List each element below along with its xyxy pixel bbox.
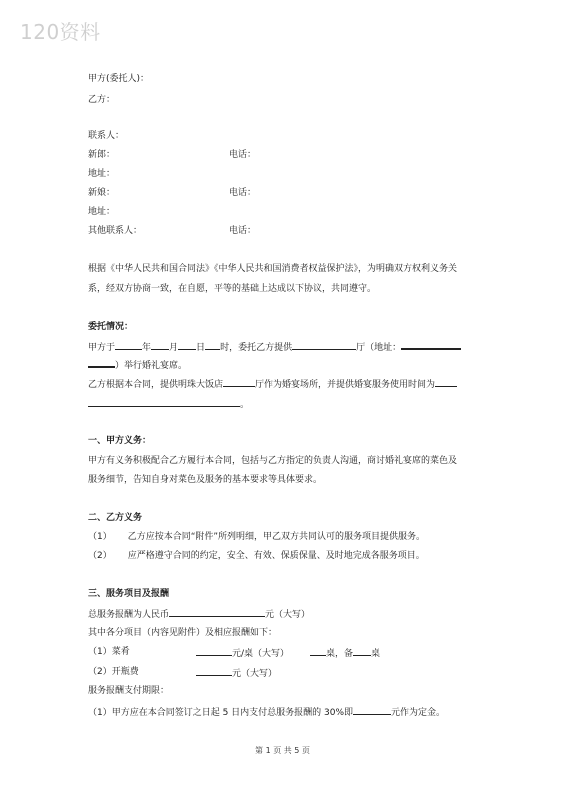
day-label: 日 — [196, 343, 206, 353]
dish-table-label-2: 桌 — [371, 649, 381, 659]
total-fee-blank[interactable] — [169, 607, 265, 617]
hall-blank[interactable] — [292, 340, 356, 350]
hall-address-label: 厅（地址： — [356, 343, 402, 353]
table-count-blank[interactable] — [310, 646, 326, 656]
deposit-blank[interactable] — [353, 705, 391, 715]
section-1-line-1: 甲方有义务积极配合乙方履行本合同，包括与乙方指定的负责人沟通，商讨婚礼宴席的菜色及 — [88, 456, 458, 466]
payment-item-1-end: 元作为定金。 — [391, 708, 446, 718]
payment-item-1 — [88, 705, 445, 719]
address-label-2: 地址： — [88, 207, 116, 217]
dish-price-blank[interactable] — [196, 646, 232, 656]
entrust-period: 。 — [240, 400, 250, 410]
entrust-provide: 时，委托乙方提供 — [220, 343, 293, 353]
entrust-venue-a: 乙方根据本合同，提供明珠大饭店 — [88, 380, 224, 390]
entrust-line-1 — [88, 339, 461, 354]
wine-price-blank[interactable] — [196, 666, 232, 676]
dish-unit: 元/桌（大写） — [232, 649, 290, 659]
item-2-text: 应严格遵守合同的约定，安全、有效、保质保量、及时地完成各服务项目。 — [127, 551, 425, 561]
section-1-line-2: 服务细节，告知自身对菜色及服务的基本要求等具体要求。 — [88, 475, 323, 485]
entrust-line-4 — [88, 397, 249, 411]
contacts-title: 联系人： — [88, 131, 125, 141]
preamble-line-2: 系，经双方协商一致，在自愿，平等的基础上达成以下协议，共同遵守。 — [88, 284, 377, 294]
watermark: 120资料 — [20, 20, 101, 44]
dish-table-label: 桌，备 — [326, 649, 354, 659]
section-1-title: 一、甲方义务： — [88, 436, 152, 446]
entrust-venue-b: 厅作为婚宴场所，并提供婚宴服务使用时间为 — [255, 380, 436, 390]
day-blank[interactable] — [178, 340, 196, 350]
payment-item-1-text: （1）甲方应在本合同签订之日起 5 日内支付总服务报酬的 30%即 — [88, 708, 354, 718]
preamble-line-1: 根据《中华人民共和国合同法》《中华人民共和国消费者权益保护法》，为明确双方权利义务关 — [88, 264, 458, 274]
entrust-party-a: 甲方于 — [88, 343, 116, 353]
section-2-item-2 — [88, 550, 425, 562]
section-2-title: 二、乙方义务 — [88, 513, 143, 523]
service-time-blank[interactable] — [435, 377, 457, 387]
year-blank[interactable] — [115, 340, 142, 350]
groom-label: 新郎： — [88, 150, 116, 160]
month-blank[interactable] — [151, 340, 169, 350]
groom-phone-label: 电话： — [229, 150, 257, 160]
party-a-label: 甲方(委托人)： — [88, 74, 150, 84]
party-b-label: 乙方： — [88, 95, 116, 105]
item-1-number: （1） — [88, 532, 112, 542]
total-fee-unit: 元（大写） — [265, 610, 311, 620]
service-time-blank-cont[interactable] — [88, 397, 240, 407]
year-label: 年 — [142, 343, 152, 353]
entrust-line-3 — [88, 377, 457, 391]
bride-label: 新娘： — [88, 188, 116, 198]
wine-label: （2）开瓶费 — [88, 667, 139, 677]
hour-blank[interactable] — [205, 340, 220, 350]
spare-table-blank[interactable] — [353, 646, 371, 656]
wine-line — [88, 666, 139, 678]
dish-line — [88, 646, 130, 658]
item-1-text: 乙方应按本合同“附件”所列明细，甲乙双方共同认可的服务项目提供服务。 — [127, 532, 426, 542]
items-intro: 其中各分项目（内容见附件）及相应报酬如下： — [88, 628, 278, 638]
address-blank[interactable] — [401, 339, 461, 350]
entrust-line-2 — [88, 357, 187, 372]
total-fee-label: 总服务报酬为人民币 — [88, 610, 170, 620]
address-label-1: 地址： — [88, 169, 116, 179]
page-footer: 第 1 页 共 5 页 — [255, 746, 310, 755]
entrust-title: 委托情况： — [88, 322, 134, 332]
venue-hall-blank[interactable] — [223, 377, 255, 387]
section-2-item-1 — [88, 531, 425, 543]
other-contact-label: 其他联系人： — [88, 226, 143, 236]
payment-title: 服务报酬支付期限： — [88, 686, 170, 696]
entrust-banquet: ）举行婚礼宴席。 — [115, 361, 188, 371]
bride-phone-label: 电话： — [229, 188, 257, 198]
total-fee-line — [88, 607, 310, 621]
address-blank-cont[interactable] — [88, 357, 115, 368]
item-2-number: （2） — [88, 551, 112, 561]
other-phone-label: 电话： — [229, 226, 257, 236]
month-label: 月 — [169, 343, 179, 353]
wine-price-line — [196, 666, 277, 680]
dish-table-line — [310, 646, 380, 660]
wine-unit: 元（大写） — [232, 669, 278, 679]
dish-price-line — [196, 646, 289, 660]
section-3-title: 三、服务项目及报酬 — [88, 589, 170, 599]
dish-label: （1）菜肴 — [88, 647, 130, 657]
